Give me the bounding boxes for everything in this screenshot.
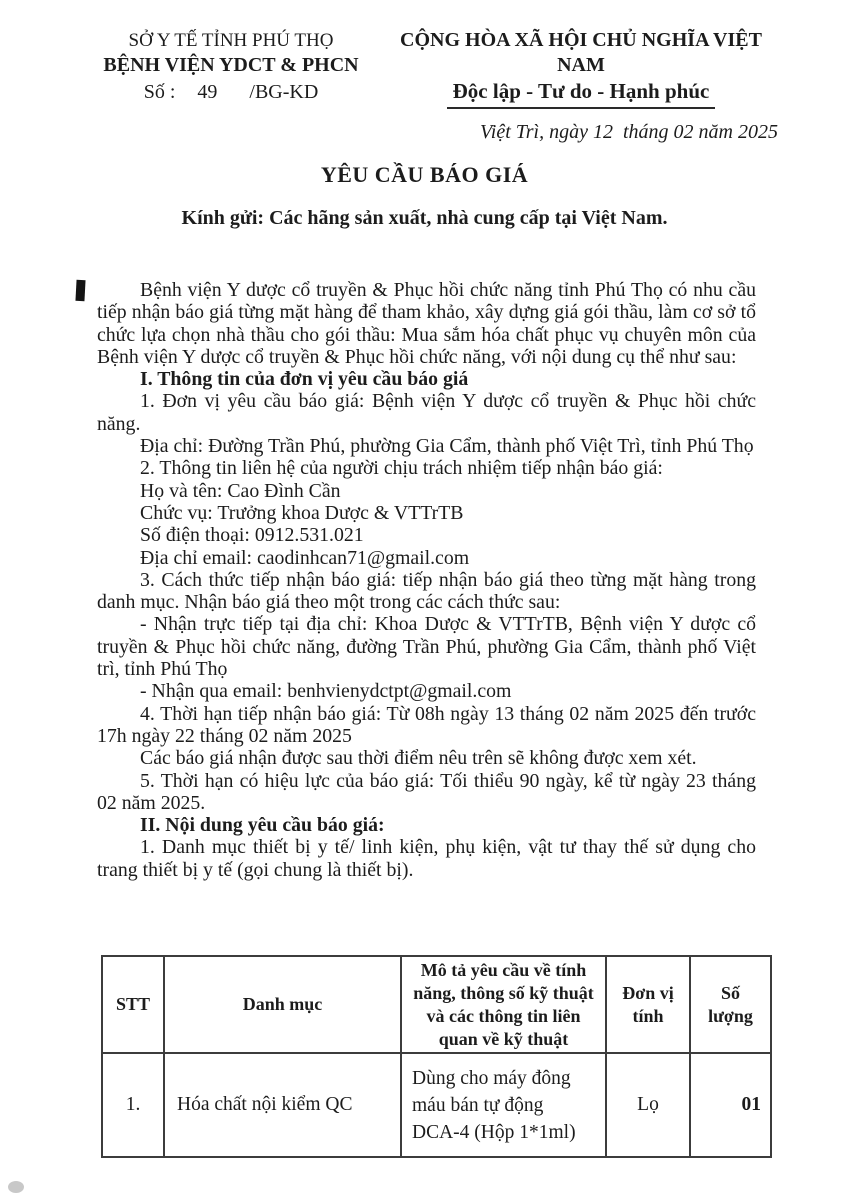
paragraph-address: Địa chỉ: Đường Trần Phú, phường Gia Cẩm, thành phố Việt Trì, tỉnh Phú Thọ	[140, 435, 754, 458]
document-number-value: 49	[197, 81, 218, 103]
paragraph-intro: Bệnh viện Y dược cổ truyền & Phục hồi chức năng tỉnh Phú Thọ có nhu cầu tiếp nhận báo giá từng mặt hàng để tham khảo, xây dựng giá gói thầu, làm cơ sở tổ chức lựa chọn nhà thầu cho gói thầu: Mua sắm hóa chất phục vụ chuyên môn của Bệnh viện Y dược cổ truyền & Phục hồi chức năng, với nội dung cụ thể như sau:	[97, 279, 756, 368]
document-number-suffix: /BG-KD	[249, 81, 319, 103]
issuer-department: SỞ Y TẾ TỈNH PHÚ THỌ	[128, 30, 334, 51]
paragraph-requesting-unit: 1. Đơn vị yêu cầu báo giá: Bệnh viện Y dược cổ truyền & Phục hồi chức năng.	[97, 390, 756, 435]
salutation-line: Kính gửi: Các hãng sản xuất, nhà cung cấp tại Việt Nam.	[181, 207, 668, 229]
paragraph-receive-email: - Nhận qua email: benhvienydctpt@gmail.com	[140, 680, 512, 703]
column-header-mo-ta: Mô tả yêu cầu về tính năng, thông số kỹ thuật và các thông tin liên quan về kỹ thuật	[401, 956, 606, 1053]
column-header-don-vi: Đơn vị tính	[606, 956, 690, 1053]
paragraph-deadline: 4. Thời hạn tiếp nhận báo giá: Từ 08h ngày 13 tháng 02 năm 2025 đến trước 17h ngày 22 tháng 02 năm 2025	[97, 702, 756, 747]
paragraph-contact-name: Họ và tên: Cao Đình Cần	[140, 479, 341, 502]
document-number-label: Số :	[143, 81, 176, 103]
scan-artifact	[8, 1181, 24, 1193]
paragraph-late-note: Các báo giá nhận được sau thời điểm nêu trên sẽ không được xem xét.	[140, 747, 697, 770]
paragraph-item-list-intro: 1. Danh mục thiết bị y tế/ linh kiện, phụ kiện, vật tư thay thế sử dụng cho trang thiết bị y tế (gọi chung là thiết bị).	[97, 836, 756, 881]
cell-mo-ta: Dùng cho máy đông máu bán tự động DCA-4 (Hộp 1*1ml)	[401, 1053, 606, 1157]
paragraph-receive-method: 3. Cách thức tiếp nhận báo giá: tiếp nhận báo giá theo từng mặt hàng trong danh mục. Nhận báo giá theo một trong các cách thức sau:	[97, 568, 756, 614]
paragraph-receive-direct: - Nhận trực tiếp tại địa chỉ: Khoa Dược & VTTrTB, Bệnh viện Y dược cổ truyền & Phục hồi chức năng, đường Trần Phú, phường Gia Cẩm, thành phố Việt trì, tỉnh Phú Thọ	[97, 613, 756, 681]
heading-section-1: I. Thông tin của đơn vị yêu cầu báo giá	[140, 368, 469, 391]
cell-danh-muc: Hóa chất nội kiểm QC	[164, 1053, 401, 1157]
scan-artifact	[75, 280, 85, 301]
document-number-line	[100, 80, 362, 105]
document-body	[97, 279, 756, 881]
national-motto-line2: Độc lập - Tư do - Hạnh phúc	[384, 79, 778, 109]
paragraph-validity: 5. Thời hạn có hiệu lực của báo giá: Tối thiểu 90 ngày, kể từ ngày 23 tháng 02 năm 2025.	[97, 769, 756, 814]
paragraph-contact-phone: Số điện thoại: 0912.531.021	[140, 524, 364, 547]
column-header-so-luong: Số lượng	[690, 956, 771, 1053]
paragraph-contact-heading: 2. Thông tin liên hệ của người chịu trách nhiệm tiếp nhận báo giá:	[140, 457, 663, 480]
paragraph-contact-position: Chức vụ: Trưởng khoa Dược & VTTrTB	[140, 501, 464, 524]
heading-section-2: II. Nội dung yêu cầu báo giá:	[140, 814, 385, 837]
national-header-block	[384, 28, 778, 145]
national-motto-line1: CỘNG HÒA XÃ HỘI CHỦ NGHĨA VIỆT NAM	[400, 29, 762, 76]
paragraph-contact-email: Địa chỉ email: caodinhcan71@gmail.com	[140, 546, 470, 569]
issuer-hospital-name: BỆNH VIỆN YDCT & PHCN	[103, 54, 359, 76]
items-table	[101, 955, 772, 1158]
cell-so-luong: 01	[690, 1053, 771, 1157]
column-header-danh-muc: Danh mục	[164, 956, 401, 1053]
issuer-header-block	[100, 28, 362, 105]
column-header-stt: STT	[102, 956, 164, 1053]
cell-don-vi: Lọ	[606, 1053, 690, 1157]
cell-stt: 1.	[102, 1053, 164, 1157]
document-date: Việt Trì, ngày 12 tháng 02 năm 2025	[480, 121, 778, 143]
table-header-row	[102, 956, 771, 1053]
page-title: YÊU CẦU BÁO GIÁ	[320, 162, 529, 187]
table-row	[102, 1053, 771, 1157]
